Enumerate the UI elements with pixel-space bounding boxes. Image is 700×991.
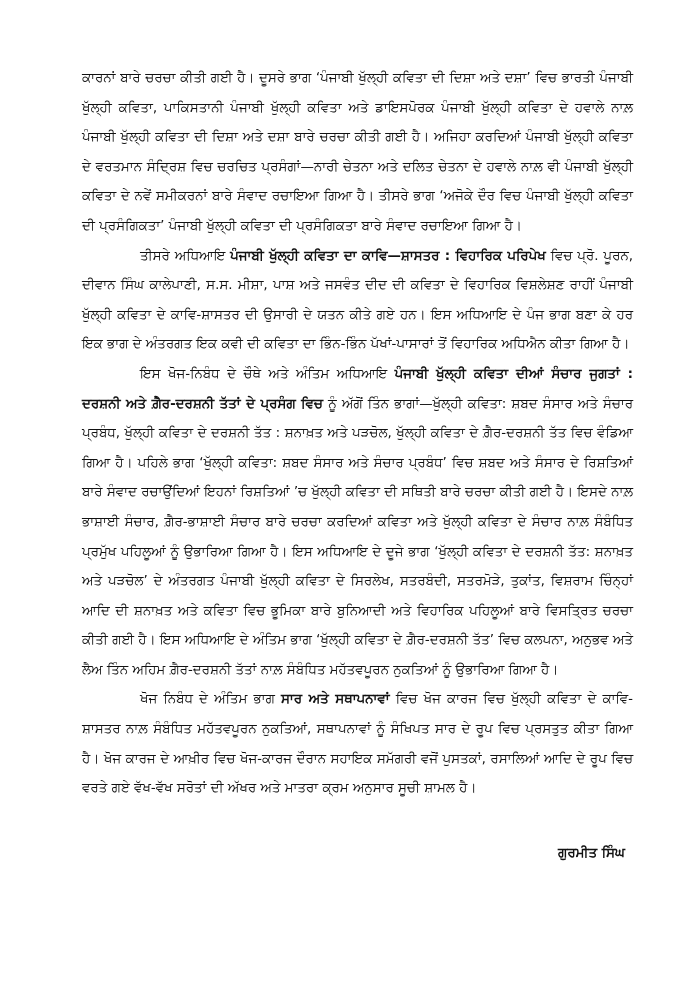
paragraph-text: ਖੋਜ ਨਿਬੰਧ ਦੇ ਅੰਤਿਮ ਭਾਗ — [140, 692, 282, 708]
paragraph-text: ਇਸ ਖੋਜ-ਨਿਬੰਧ ਦੇ ਚੌਥੇ ਅਤੇ ਅੰਤਿਮ ਅਧਿਆਇ — [140, 366, 395, 382]
paragraph-text: ਤੀਸਰੇ ਅਧਿਆਇ — [140, 248, 231, 264]
paragraph-part-two-summary — [82, 64, 633, 242]
paragraph-conclusion — [82, 685, 633, 803]
paragraph-text: ਵਿਚ ਪ੍ਰੋ. ਪੂਰਨ, ਦੀਵਾਨ ਸਿੰਘ ਕਾਲੇਪਾਣੀ, ਸ.ਸ. ਮੀਸ਼ਾ, ਪਾਸ਼ ਅਤੇ ਜਸਵੰਤ ਦੀਦ ਦੀ ਕਵਿਤਾ ਦੇ ਵਿਹਾਰਿਕ ਵਿਸ਼ਲੇਸ਼ਣ ਰਾਹੀਂ ਪੰਜਾਬੀ ਖੁੱਲ੍ਹੀ ਕਵਿਤਾ ਦੇ ਕਾਵਿ-ਸ਼ਾਸਤਰ ਦੀ ਉਸਾਰੀ ਦੇ ਯਤਨ ਕੀਤੇ ਗਏ ਹਨ। ਇਸ ਅਧਿਆਇ ਦੇ ਪੰਜ ਭਾਗ ਬਣਾ ਕੇ ਹਰ ਇਕ ਭਾਗ ਦੇ ਅੰਤਰਗਤ ਇਕ ਕਵੀ ਦੀ ਕਵਿਤਾ ਦਾ ਭਿੰਨ-ਭਿੰਨ ਪੱਖਾਂ-ਪਾਸਾਰਾਂ ਤੋਂ ਵਿਹਾਰਿਕ ਅਧਿਐਨ ਕੀਤਾ ਗਿਆ ਹੈ। — [82, 248, 633, 353]
paragraph-text: ਵਿਚ ਖੋਜ ਕਾਰਜ ਵਿਚ ਖੁੱਲ੍ਹੀ ਕਵਿਤਾ ਦੇ ਕਾਵਿ-ਸ਼ਾਸਤਰ ਨਾਲ਼ ਸੰਬੰਧਿਤ ਮਹੱਤਵਪੂਰਨ ਨੁਕਤਿਆਂ, ਸਥਾਪਨਾਵਾਂ ਨੂੰ ਸੰਖਿਪਤ ਸਾਰ ਦੇ ਰੂਪ ਵਿਚ ਪ੍ਰਸਤੁਤ ਕੀਤਾ ਗਿਆ ਹੈ। ਖੋਜ ਕਾਰਜ ਦੇ ਆਖ਼ੀਰ ਵਿਚ ਖੋਜ-ਕਾਰਜ ਦੌਰਾਨ ਸਹਾਇਕ ਸਮੱਗਰੀ ਵਜੋਂ ਪੁਸਤਕਾਂ, ਰਸਾਲਿਆਂ ਆਦਿ ਦੇ ਰੂਪ ਵਿਚ ਵਰਤੇ ਗਏ ਵੱਖ-ਵੱਖ ਸਰੋਤਾਂ ਦੀ ਅੱਖਰ ਅਤੇ ਮਾਤਰਾ ਕ੍ਰਮ ਅਨੁਸਾਰ ਸੂਚੀ ਸ਼ਾਮਲ ਹੈ। — [82, 692, 634, 797]
conclusion-title: ਸਾਰ ਅਤੇ ਸਥਾਪਨਾਵਾਂ — [281, 692, 390, 708]
document-body — [82, 64, 633, 804]
author-signature: ਗੁਰਮੀਤ ਸਿੰਘ — [558, 846, 625, 861]
paragraph-text: ਕਾਰਨਾਂ ਬਾਰੇ ਚਰਚਾ ਕੀਤੀ ਗਈ ਹੈ। ਦੂਸਰੇ ਭਾਗ ‘ਪੰਜਾਬੀ ਖੁੱਲ੍ਹੀ ਕਵਿਤਾ ਦੀ ਦਿਸ਼ਾ ਅਤੇ ਦਸ਼ਾ’ ਵਿਚ ਭਾਰਤੀ ਪੰਜਾਬੀ ਖੁੱਲ੍ਹੀ ਕਵਿਤਾ, ਪਾਕਿਸਤਾਨੀ ਪੰਜਾਬੀ ਖੁੱਲ੍ਹੀ ਕਵਿਤਾ ਅਤੇ ਡਾਇਸਪੋਰਕ ਪੰਜਾਬੀ ਖੁੱਲ੍ਹੀ ਕਵਿਤਾ ਦੇ ਹਵਾਲੇ ਨਾਲ਼ ਪੰਜਾਬੀ ਖੁੱਲ੍ਹੀ ਕਵਿਤਾ ਦੀ ਦਿਸ਼ਾ ਅਤੇ ਦਸ਼ਾ ਬਾਰੇ ਚਰਚਾ ਕੀਤੀ ਗਈ ਹੈ। ਅਜਿਹਾ ਕਰਦਿਆਂ ਪੰਜਾਬੀ ਖੁੱਲ੍ਹੀ ਕਵਿਤਾ ਦੇ ਵਰਤਮਾਨ ਸੰਦ੍ਰਿਸ਼ ਵਿਚ ਚਰਚਿਤ ਪ੍ਰਸੰਗਾਂ—ਨਾਰੀ ਚੇਤਨਾ ਅਤੇ ਦਲਿਤ ਚੇਤਨਾ ਦੇ ਹਵਾਲੇ ਨਾਲ਼ ਵੀ ਪੰਜਾਬੀ ਖੁੱਲ੍ਹੀ ਕਵਿਤਾ ਦੇ ਨਵੇਂ ਸਮੀਕਰਨਾਂ ਬਾਰੇ ਸੰਵਾਦ ਰਚਾਇਆ ਗਿਆ ਹੈ। ਤੀਸਰੇ ਭਾਗ ‘ਅਜੋਕੇ ਦੌਰ ਵਿਚ ਪੰਜਾਬੀ ਖੁੱਲ੍ਹੀ ਕਵਿਤਾ ਦੀ ਪ੍ਰਸੰਗਿਕਤਾ’ ਪੰਜਾਬੀ ਖੁੱਲ੍ਹੀ ਕਵਿਤਾ ਦੀ ਪ੍ਰਸੰਗਿਕਤਾ ਬਾਰੇ ਸੰਵਾਦ ਰਚਾਇਆ ਗਿਆ ਹੈ। — [82, 71, 633, 234]
chapter-four-title: ਪੰਜਾਬੀ ਖੁੱਲ੍ਹੀ ਕਵਿਤਾ ਦੀਆਂ ਸੰਚਾਰ ਜੁਗਤਾਂ : ਦਰਸ਼ਨੀ ਅਤੇ ਗ਼ੈਰ-ਦਰਸ਼ਨੀ ਤੱਤਾਂ ਦੇ ਪ੍ਰਸੰਗ ਵਿਚ — [82, 366, 633, 412]
paragraph-text: ਨੂੰ ਅੱਗੋਂ ਤਿੰਨ ਭਾਗਾਂ—ਖੁੱਲ੍ਹੀ ਕਵਿਤਾ: ਸ਼ਬਦ ਸੰਸਾਰ ਅਤੇ ਸੰਚਾਰ ਪ੍ਰਬੰਧ, ਖੁੱਲ੍ਹੀ ਕਵਿਤਾ ਦੇ ਦਰਸ਼ਨੀ ਤੱਤ : ਸ਼ਨਾਖ਼ਤ ਅਤੇ ਪੜਚੋਲ, ਖੁੱਲ੍ਹੀ ਕਵਿਤਾ ਦੇ ਗ਼ੈਰ-ਦਰਸ਼ਨੀ ਤੱਤ ਵਿਚ ਵੰਡਿਆ ਗਿਆ ਹੈ। ਪਹਿਲੇ ਭਾਗ ‘ਖੁੱਲ੍ਹੀ ਕਵਿਤਾ: ਸ਼ਬਦ ਸੰਸਾਰ ਅਤੇ ਸੰਚਾਰ ਪ੍ਰਬੰਧ’ ਵਿਚ ਸ਼ਬਦ ਅਤੇ ਸੰਸਾਰ ਦੇ ਰਿਸ਼ਤਿਆਂ ਬਾਰੇ ਸੰਵਾਦ ਰਚਾਉਂਦਿਆਂ ਇਹਨਾਂ ਰਿਸ਼ਤਿਆਂ ’ਚ ਖੁੱਲ੍ਹੀ ਕਵਿਤਾ ਦੀ ਸਥਿਤੀ ਬਾਰੇ ਚਰਚਾ ਕੀਤੀ ਗਈ ਹੈ। ਇਸਦੇ ਨਾਲ਼ ਭਾਸ਼ਾਈ ਸੰਚਾਰ, ਗ਼ੈਰ-ਭਾਸ਼ਾਈ ਸੰਚਾਰ ਬਾਰੇ ਚਰਚਾ ਕਰਦਿਆਂ ਕਵਿਤਾ ਅਤੇ ਖੁੱਲ੍ਹੀ ਕਵਿਤਾ ਦੇ ਸੰਚਾਰ ਨਾਲ਼ ਸੰਬੰਧਿਤ ਪ੍ਰਮੁੱਖ ਪਹਿਲੂਆਂ ਨੂੰ ਉਭਾਰਿਆ ਗਿਆ ਹੈ। ਇਸ ਅਧਿਆਇ ਦੇ ਦੂਜੇ ਭਾਗ ‘ਖੁੱਲ੍ਹੀ ਕਵਿਤਾ ਦੇ ਦਰਸ਼ਨੀ ਤੱਤ: ਸ਼ਨਾਖ਼ਤ ਅਤੇ ਪੜਚੋਲ’ ਦੇ ਅੰਤਰਗਤ ਪੰਜਾਬੀ ਖੁੱਲ੍ਹੀ ਕਵਿਤਾ ਦੇ ਸਿਰਲੇਖ, ਸਤਰਬੰਦੀ, ਸਤਰਮੋੜੇ, ਤੁਕਾਂਤ, ਵਿਸ਼ਰਾਮ ਚਿੰਨ੍ਹਾਂ ਆਦਿ ਦੀ ਸ਼ਨਾਖ਼ਤ ਅਤੇ ਕਵਿਤਾ ਵਿਚ ਭੂਮਿਕਾ ਬਾਰੇ ਬੁਨਿਆਦੀ ਅਤੇ ਵਿਹਾਰਿਕ ਪਹਿਲੂਆਂ ਬਾਰੇ ਵਿਸਤ੍ਰਿਤ ਚਰਚਾ ਕੀਤੀ ਗਈ ਹੈ। ਇਸ ਅਧਿਆਇ ਦੇ ਅੰਤਿਮ ਭਾਗ ‘ਖੁੱਲ੍ਹੀ ਕਵਿਤਾ ਦੇ ਗ਼ੈਰ-ਦਰਸ਼ਨੀ ਤੱਤ’ ਵਿਚ ਕਲਪਨਾ, ਅਨੁਭਵ ਅਤੇ ਲੈਅ ਤਿੰਨ ਅਹਿਮ ਗ਼ੈਰ-ਦਰਸ਼ਨੀ ਤੱਤਾਂ ਨਾਲ਼ ਸੰਬੰਧਿਤ ਮਹੱਤਵਪੂਰਨ ਨੁਕਤਿਆਂ ਨੂੰ ਉਭਾਰਿਆ ਗਿਆ ਹੈ। — [82, 396, 634, 678]
paragraph-chapter-four — [82, 360, 633, 686]
paragraph-chapter-three — [82, 242, 633, 360]
chapter-three-title: ਪੰਜਾਬੀ ਖੁੱਲ੍ਹੀ ਕਵਿਤਾ ਦਾ ਕਾਵਿ—ਸ਼ਾਸਤਰ : ਵਿਹਾਰਿਕ ਪਰਿਪੇਖ — [230, 248, 546, 264]
